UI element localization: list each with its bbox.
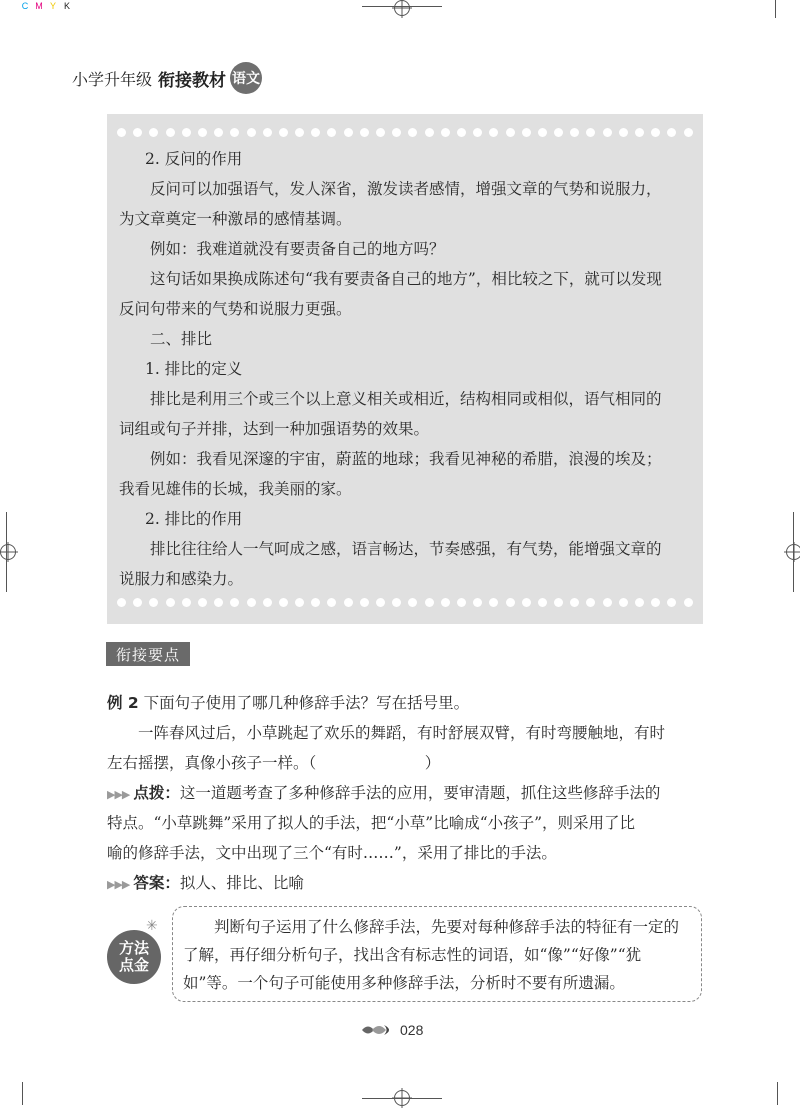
border-dot (376, 128, 385, 137)
dotted-border-top (117, 128, 693, 138)
border-dot (230, 128, 239, 137)
border-dot (441, 598, 450, 607)
border-dot (619, 128, 628, 137)
border-dot (408, 598, 417, 607)
box-text-line: 排比是利用三个或三个以上意义相关或相近，结构相同或相似，语气相同的 (150, 390, 662, 408)
border-dot (457, 598, 466, 607)
border-dot (360, 128, 369, 137)
border-dot (247, 598, 256, 607)
subheading-parallelism-definition: 1. 排比的定义 (145, 360, 243, 378)
subheading-rhetorical-question-function: 2. 反问的作用 (145, 150, 243, 168)
page-ornament-icon (360, 1022, 394, 1038)
border-dot (635, 128, 644, 137)
border-dot (506, 128, 515, 137)
border-dot (392, 598, 401, 607)
border-dot (214, 598, 223, 607)
border-dot (603, 128, 612, 137)
right-crop-line-top (775, 0, 776, 18)
page-footer (360, 1022, 423, 1038)
sparkle-icon: ✳ (146, 918, 158, 934)
box-text-line: 说服力和感染力。 (119, 570, 244, 588)
hint-label: 点拨： (133, 784, 180, 802)
cmyk-letter-y: Y (49, 1, 56, 11)
answer-label: 答案： (133, 874, 180, 892)
border-dot (570, 128, 579, 137)
cmyk-letter-k: K (63, 1, 70, 11)
book-title-bold: 衔接教材 (158, 70, 227, 91)
knowledge-box (107, 114, 703, 624)
example-label: 例 2 (107, 694, 139, 712)
box-text-line: 例如：我难道就没有要责备自己的地方吗？ (150, 240, 445, 258)
bottom-right-crop-line (777, 1082, 778, 1105)
border-dot (667, 128, 676, 137)
border-dot (295, 598, 304, 607)
border-dot (182, 598, 191, 607)
box-text-line: 为文章奠定一种激昂的感情基调。 (119, 210, 352, 228)
border-dot (425, 598, 434, 607)
border-dot (149, 598, 158, 607)
border-dot (441, 128, 450, 137)
section-tag: 衔接要点 (106, 642, 190, 666)
border-dot (133, 598, 142, 607)
border-dot (230, 598, 239, 607)
border-dot (166, 128, 175, 137)
right-registration-mark (786, 544, 800, 560)
border-dot (586, 128, 595, 137)
hint-text-line: 喻的修辞手法，文中出现了三个“有时……”，采用了排比的手法。 (107, 844, 557, 862)
border-dot (166, 598, 175, 607)
method-tip-box (172, 906, 702, 1002)
border-dot (214, 128, 223, 137)
triple-arrow-icon: ▶▶▶ (107, 878, 130, 891)
border-dot (684, 128, 693, 137)
border-dot (457, 128, 466, 137)
left-registration-mark (0, 544, 16, 560)
border-dot (182, 128, 191, 137)
border-dot (586, 598, 595, 607)
top-registration-mark (394, 0, 410, 16)
border-dot (635, 598, 644, 607)
example-question-text: 下面句子使用了哪几种修辞手法？写在括号里。 (143, 694, 470, 712)
border-dot (376, 598, 385, 607)
cmyk-letter-m: M (35, 1, 43, 11)
border-dot (344, 598, 353, 607)
example-sentence-line: 一阵春风过后，小草跳起了欢乐的舞蹈，有时舒展双臂，有时弯腰触地，有时 (138, 724, 666, 742)
border-dot (651, 598, 660, 607)
hint-text-line: 特点。“小草跳舞”采用了拟人的手法，把“小草”比喻成“小孩子”，则采用了比 (107, 814, 636, 832)
hint-paragraph (107, 778, 703, 810)
border-dot (263, 598, 272, 607)
cmyk-letter-c: C (21, 1, 29, 11)
answer-text: 拟人、排比、比喻 (179, 874, 304, 892)
border-dot (327, 128, 336, 137)
border-dot (651, 128, 660, 137)
subject-badge: 语文 (230, 62, 262, 94)
border-dot (198, 598, 207, 607)
book-title-normal: 小学升年级 (72, 69, 153, 89)
method-icon-line1: 方法 (118, 939, 149, 957)
border-dot (263, 128, 272, 137)
border-dot (279, 598, 288, 607)
subheading-parallelism-function: 2. 排比的作用 (145, 510, 243, 528)
border-dot (473, 128, 482, 137)
border-dot (247, 128, 256, 137)
border-dot (311, 128, 320, 137)
border-dot (311, 598, 320, 607)
border-dot (489, 598, 498, 607)
box-text-line: 例如：我看见深邃的宇宙，蔚蓝的地球；我看见神秘的希腊，浪漫的埃及； (150, 450, 662, 468)
box-text-line: 这句话如果换成陈述句“我有要责备自己的地方”，相比较之下，就可以发现 (150, 270, 662, 288)
border-dot (522, 128, 531, 137)
border-dot (117, 128, 126, 137)
method-tip-text: 判断句子运用了什么修辞手法，先要对每种修辞手法的特征有一定的了解，再仔细分析句子，找出含有标志性的词语，如“像”“好像”“犹如”等。一个句子可能使用多种修辞手法，分析时不要有所遗漏。 (183, 918, 680, 992)
page-number: 028 (400, 1022, 424, 1038)
box-text-line: 词组或句子并排，达到一种加强语势的效果。 (119, 420, 430, 438)
border-dot (408, 128, 417, 137)
border-dot (489, 128, 498, 137)
box-text-line: 我看见雄伟的长城，我美丽的家。 (119, 480, 352, 498)
border-dot (295, 128, 304, 137)
bottom-left-crop-line (22, 1082, 23, 1105)
border-dot (538, 128, 547, 137)
border-dot (570, 598, 579, 607)
method-icon-line2: 点金 (118, 956, 149, 974)
border-dot (425, 128, 434, 137)
box-text-line: 反问句带来的气势和说服力更强。 (119, 300, 352, 318)
border-dot (522, 598, 531, 607)
border-dot (554, 598, 563, 607)
border-dot (392, 128, 401, 137)
bottom-registration-mark (394, 1090, 410, 1106)
running-header (72, 62, 262, 94)
triple-arrow-icon: ▶▶▶ (107, 788, 130, 801)
border-dot (327, 598, 336, 607)
example-question (107, 688, 703, 718)
method-tip-icon (107, 930, 161, 984)
border-dot (344, 128, 353, 137)
heading-parallelism: 二、排比 (150, 330, 213, 348)
border-dot (538, 598, 547, 607)
border-dot (133, 128, 142, 137)
dotted-border-bottom (117, 598, 693, 608)
border-dot (149, 128, 158, 137)
example-sentence-line: 左右摇摆，真像小孩子一样。（ ） (107, 754, 441, 772)
border-dot (117, 598, 126, 607)
border-dot (667, 598, 676, 607)
box-text-line: 反问可以加强语气，发人深省，激发读者感情，增强文章的气势和说服力， (150, 180, 662, 198)
border-dot (506, 598, 515, 607)
box-text-line: 排比往往给人一气呵成之感，语言畅达，节奏感强，有气势，能增强文章的 (150, 540, 662, 558)
border-dot (603, 598, 612, 607)
border-dot (554, 128, 563, 137)
cmyk-color-bar (18, 0, 74, 14)
hint-text: 这一道题考查了多种修辞手法的应用，要审清题，抓住这些修辞手法的 (179, 784, 661, 802)
border-dot (619, 598, 628, 607)
border-dot (360, 598, 369, 607)
border-dot (473, 598, 482, 607)
border-dot (279, 128, 288, 137)
border-dot (198, 128, 207, 137)
answer-paragraph (107, 868, 703, 900)
border-dot (684, 598, 693, 607)
